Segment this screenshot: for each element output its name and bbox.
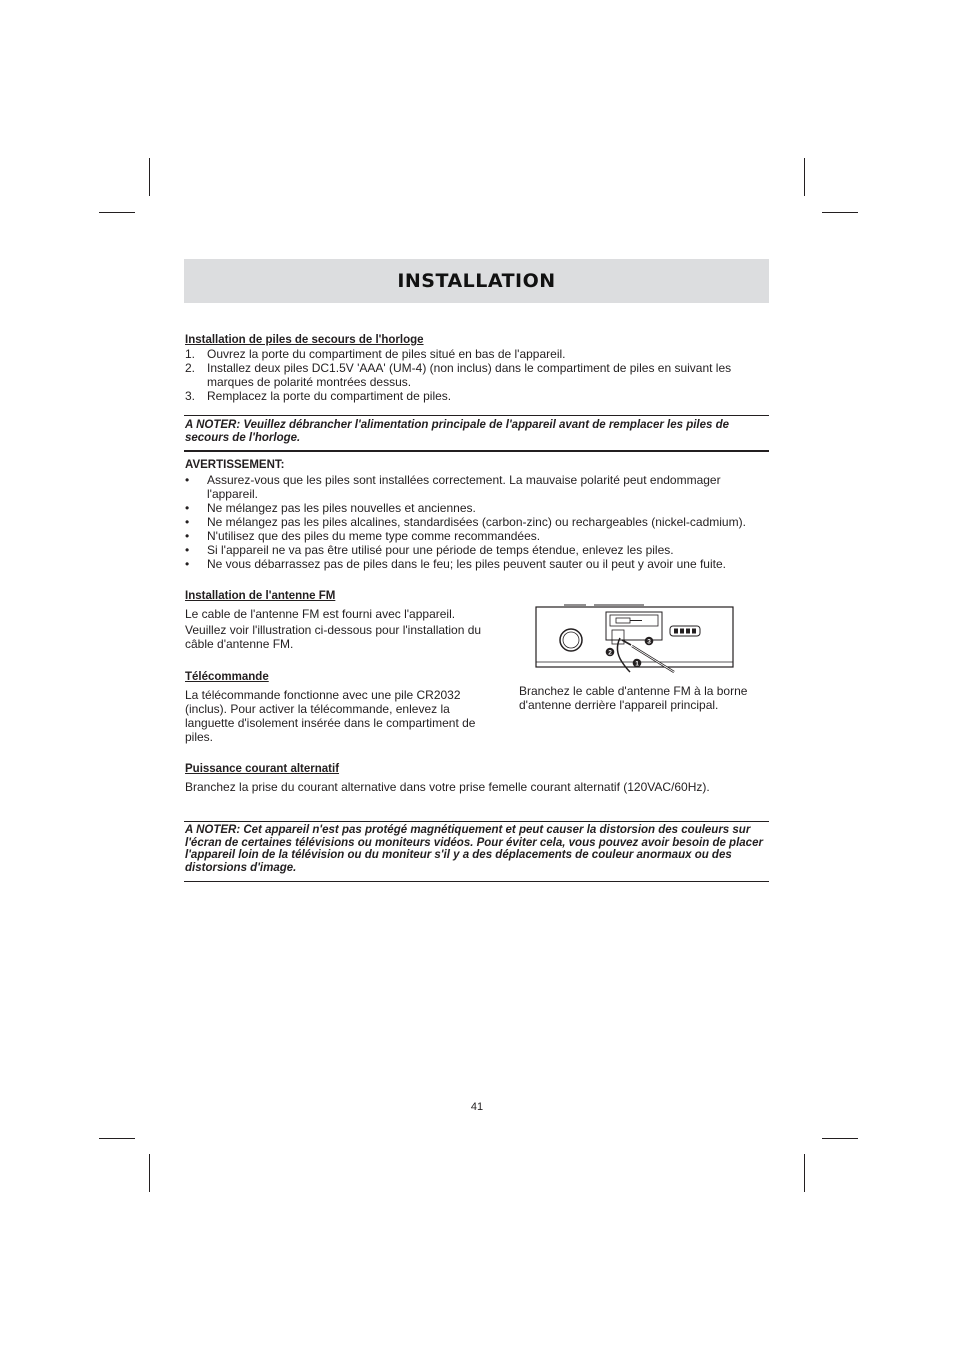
ac-heading: Puissance courant alternatif <box>185 763 340 775</box>
ac-section <box>185 762 770 794</box>
divider <box>184 450 769 452</box>
battery-section <box>185 333 770 403</box>
device-rear-diagram <box>534 602 736 674</box>
list-item: • Si l'appareil ne va pas être utilisé pour une période de temps étendue, enlevez les piles. <box>185 543 674 557</box>
list-item: 1. Ouvrez la porte du compartiment de piles situé en bas de l'appareil. <box>185 347 566 361</box>
remote-section <box>185 670 495 744</box>
page-title: INSTALLATION <box>397 270 556 292</box>
crop-mark <box>804 1154 805 1192</box>
warning-section <box>185 458 770 571</box>
warning-list <box>185 473 770 571</box>
list-item: 2. Installez deux piles DC1.5V 'AAA' (UM-4) (non inclus) dans le compartiment de piles en suivant les marques de polarité montrées dessus. <box>185 361 732 389</box>
callout-3: 3 <box>647 638 651 646</box>
warning-heading: AVERTISSEMENT: <box>185 459 285 471</box>
list-item: • Assurez-vous que les piles sont installées correctement. La mauvaise polarité peut endommager l'appareil. <box>185 473 721 501</box>
remote-heading: Télécommande <box>185 671 269 683</box>
list-item: • N'utilisez que des piles du meme type comme recommandées. <box>185 529 541 543</box>
list-item: • Ne mélangez pas les piles alcalines, standardisées (carbon-zinc) ou rechargeables (nickel-cadmium). <box>185 515 746 529</box>
callout-2: 2 <box>608 649 612 657</box>
crop-mark <box>822 1138 858 1139</box>
list-item: 3. Remplacez la porte du compartiment de piles. <box>185 389 452 403</box>
callout-1: 1 <box>635 660 639 668</box>
note-magnetic: A NOTER: Cet appareil n'est pas protégé magnétiquement et peut causer la distorsion des couleurs sur l'écran de certaines télévisions ou moniteurs vidéos. Pour éviter cela, vous pouvez avoir besoin de placer l'appareil loin de la télévision ou du moniteur s'il y a des déplacements de couleur anormaux ou des distorsions d'image. <box>185 824 763 874</box>
antenna-heading: Installation de l'antenne FM <box>185 590 336 602</box>
title-banner <box>184 259 769 303</box>
list-item: • Ne vous débarrassez pas de piles dans le feu; les piles peuvent sauter ou il peut y avoir une fuite. <box>185 557 726 571</box>
crop-mark <box>99 212 135 213</box>
remote-text: La télécommande fonctionne avec une pile CR2032 (inclus). Pour activer la télécommande, enlevez la languette d'isolement insérée dans le compartiment de piles. <box>185 688 476 744</box>
page-number: 41 <box>470 1101 484 1113</box>
antenna-text-2: Veuillez voir l'illustration ci-dessous pour l'installation du câble d'antenne FM. <box>185 623 482 651</box>
ac-text: Branchez la prise du courant alternative dans votre prise femelle courant alternatif (120VAC/60Hz). <box>185 780 710 794</box>
battery-steps <box>185 347 770 403</box>
divider <box>184 415 769 416</box>
crop-mark <box>804 158 805 196</box>
antenna-text-1: Le cable de l'antenne FM est fourni avec l'appareil. <box>185 607 456 621</box>
antenna-caption: Branchez le cable d'antenne FM à la borne d'antenne derrière l'appareil principal. <box>519 684 748 712</box>
crop-mark <box>149 158 150 196</box>
antenna-illustration <box>534 602 736 674</box>
battery-heading: Installation de piles de secours de l'horloge <box>185 334 424 346</box>
crop-mark <box>99 1138 135 1139</box>
crop-mark <box>149 1154 150 1192</box>
divider <box>184 881 769 882</box>
list-item: • Ne mélangez pas les piles nouvelles et anciennes. <box>185 501 476 515</box>
divider <box>184 821 769 822</box>
antenna-section <box>185 589 505 651</box>
crop-mark <box>822 212 858 213</box>
note-battery: A NOTER: Veuillez débrancher l'alimentation principale de l'appareil avant de remplacer les piles de secours de l'horloge. <box>185 419 730 444</box>
